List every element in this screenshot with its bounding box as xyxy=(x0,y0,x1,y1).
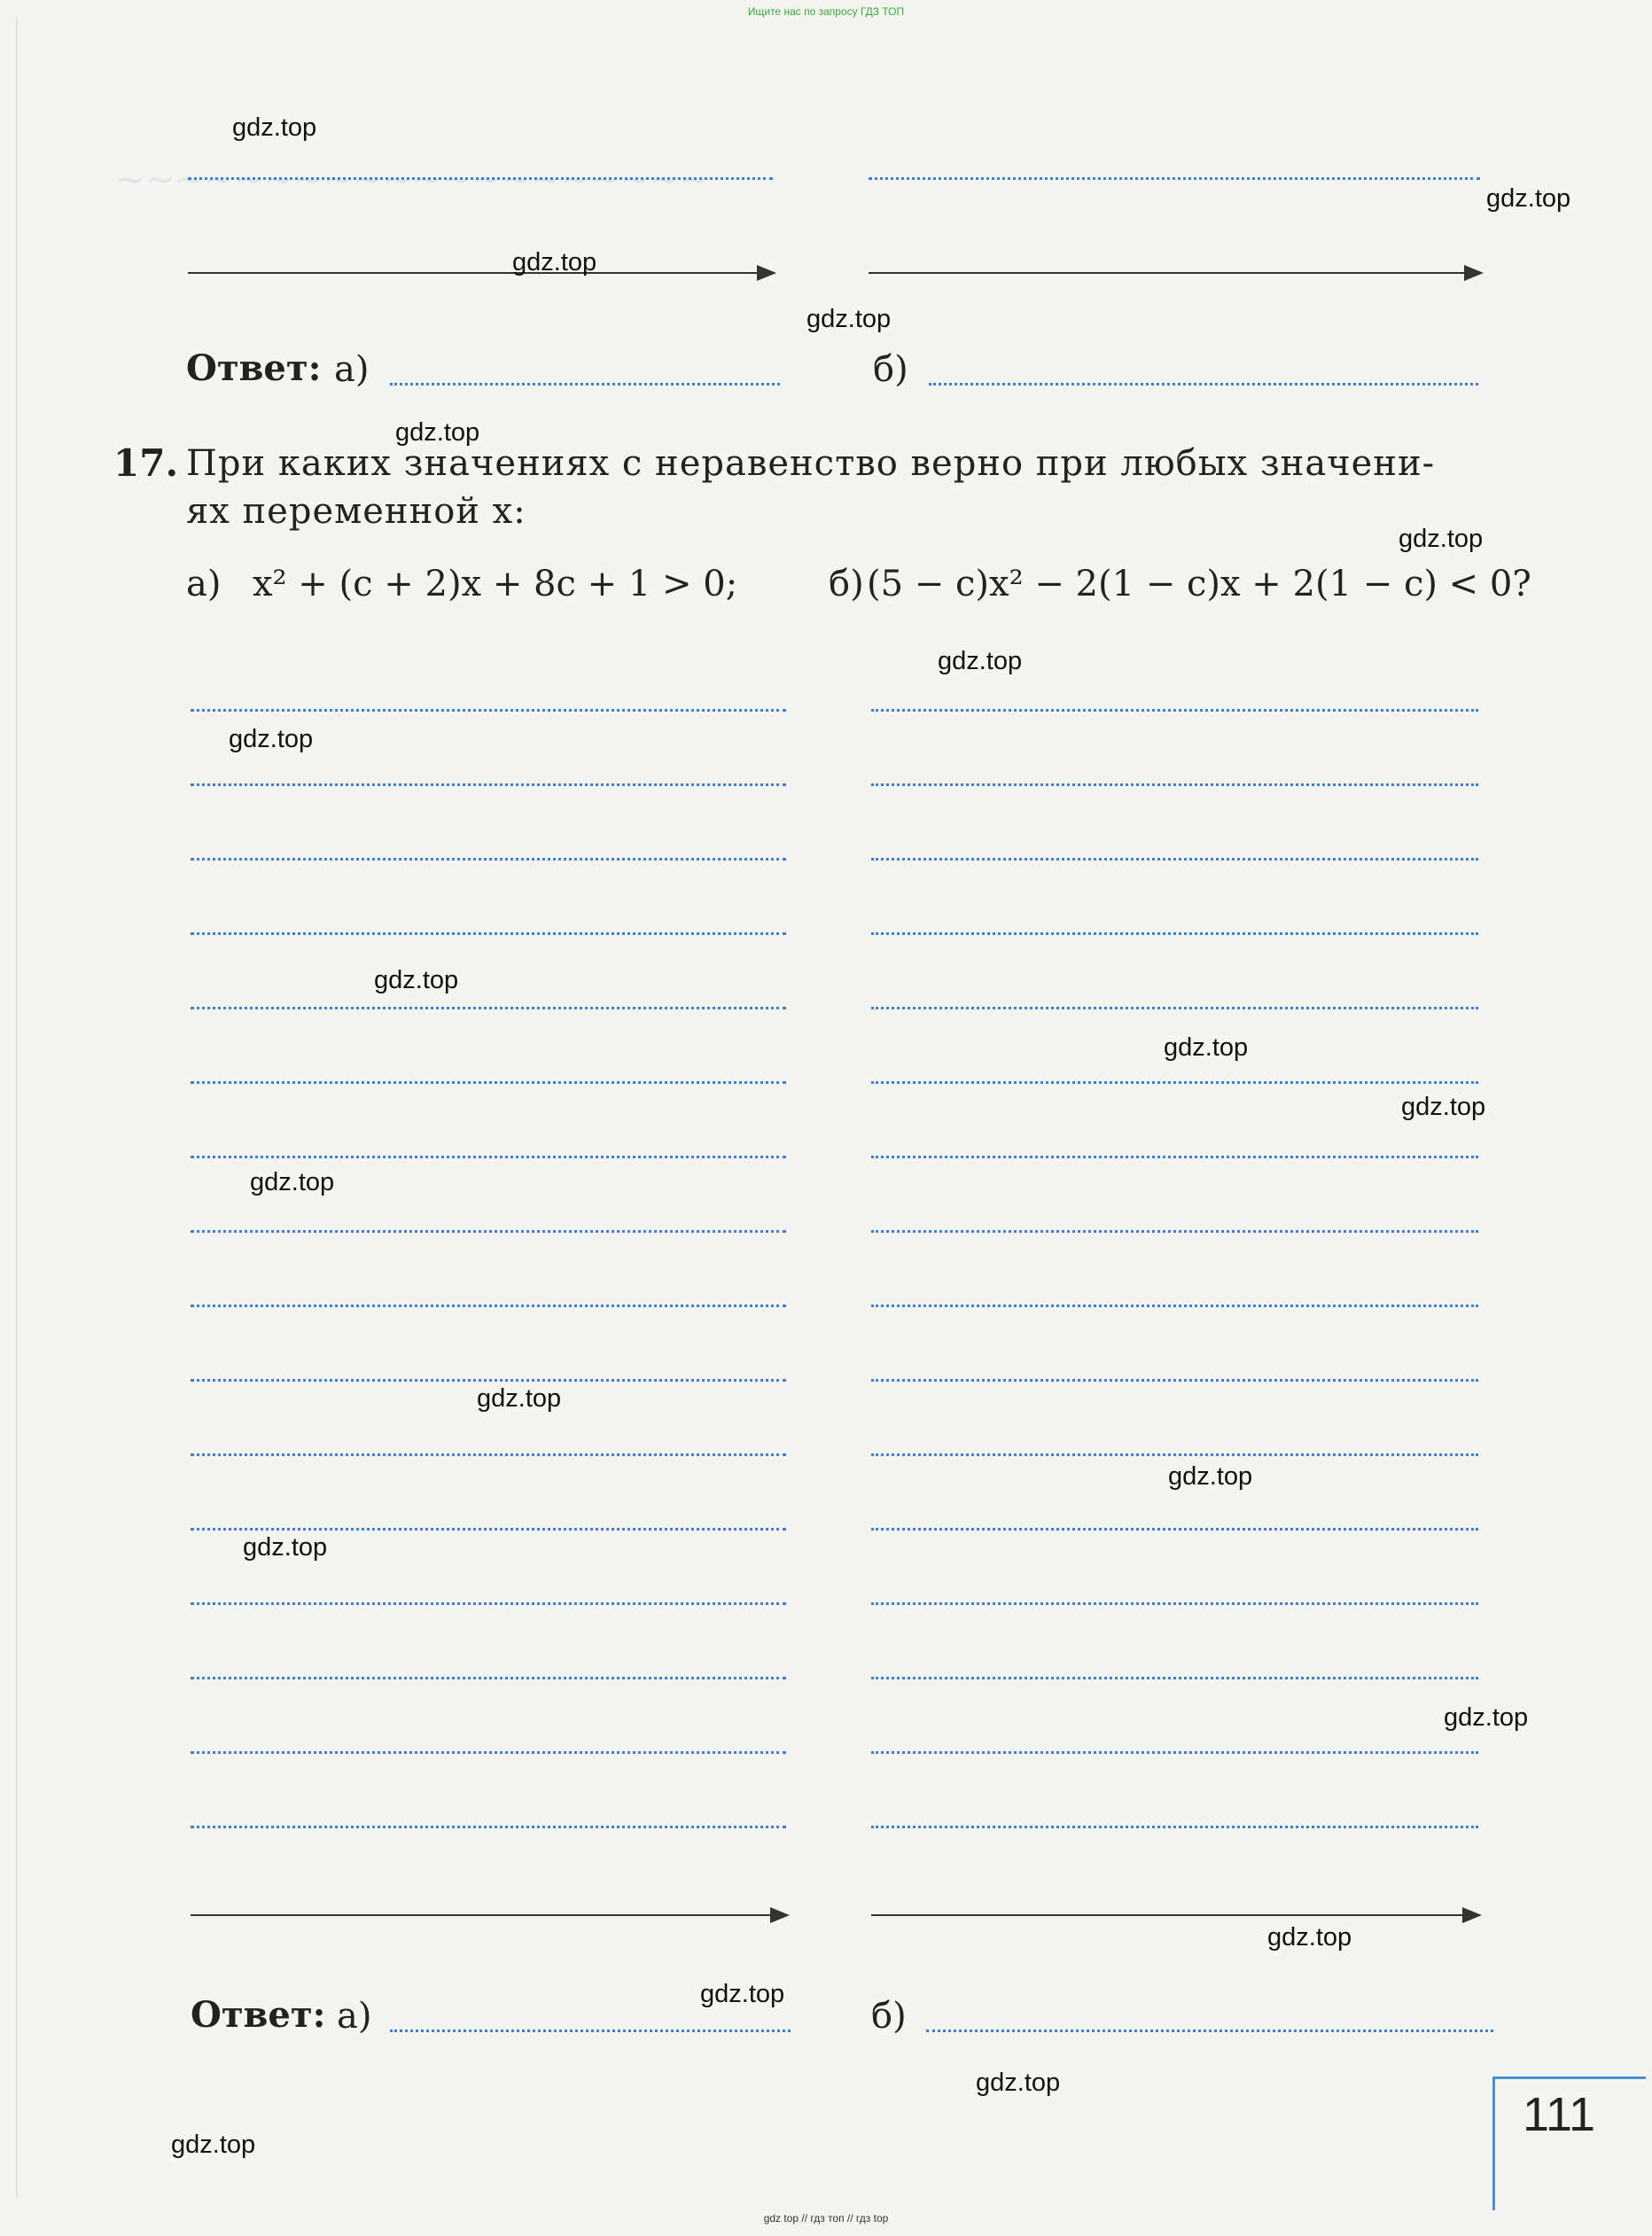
work-line-left[interactable] xyxy=(191,1602,786,1605)
work-line-right[interactable] xyxy=(871,1305,1478,1307)
work-line-left[interactable] xyxy=(191,1230,786,1233)
work-line-right[interactable] xyxy=(871,1528,1478,1531)
watermark: gdz.top xyxy=(1401,1093,1486,1121)
answer-line-a[interactable] xyxy=(390,383,780,386)
work-line-right[interactable] xyxy=(871,858,1478,861)
axis-arrow xyxy=(869,272,1480,274)
axis-arrow xyxy=(188,272,773,274)
bottom-banner: gdz top // гдз топ // гдз top xyxy=(763,2212,889,2224)
page-edge xyxy=(16,18,18,2198)
watermark: gdz.top xyxy=(250,1168,335,1196)
watermark: gdz.top xyxy=(1164,1033,1249,1062)
work-line-left[interactable] xyxy=(191,1156,786,1158)
task-number: 17. xyxy=(113,441,179,485)
answer-part-b-label: б) xyxy=(871,1996,907,2037)
top-banner: Ищите нас по запросу ГДЗ ТОП xyxy=(747,5,905,18)
work-line-right[interactable] xyxy=(871,1751,1478,1754)
watermark: gdz.top xyxy=(477,1384,562,1413)
answer-line-b[interactable] xyxy=(926,2030,1493,2032)
watermark: gdz.top xyxy=(512,248,597,277)
number-line-arrow-a xyxy=(191,1914,786,1916)
work-line-left[interactable] xyxy=(191,783,786,786)
answer-label: Ответ: xyxy=(191,1994,326,2036)
answer-label: Ответ: xyxy=(186,347,322,389)
work-line-right[interactable] xyxy=(871,1081,1478,1084)
work-line-left[interactable] xyxy=(191,1677,786,1679)
work-line-right[interactable] xyxy=(871,932,1478,935)
watermark: gdz.top xyxy=(229,725,314,753)
answer-line-b[interactable] xyxy=(929,383,1478,386)
work-line-left[interactable] xyxy=(191,1528,786,1531)
watermark: gdz.top xyxy=(171,2131,256,2159)
watermark: gdz.top xyxy=(1399,525,1484,553)
work-line-left[interactable] xyxy=(191,1305,786,1307)
dotted-line xyxy=(188,177,773,180)
watermark: gdz.top xyxy=(807,305,892,333)
formula-a: x² + (c + 2)x + 8c + 1 > 0; xyxy=(253,564,738,604)
work-line-right[interactable] xyxy=(871,1156,1478,1158)
work-line-left[interactable] xyxy=(191,1007,786,1009)
watermark: gdz.top xyxy=(1444,1703,1529,1732)
watermark: gdz.top xyxy=(374,966,459,994)
answer-part-a-label: а) xyxy=(337,1996,372,2037)
work-line-left[interactable] xyxy=(191,709,786,712)
number-line-arrow-b xyxy=(871,1914,1478,1916)
work-line-right[interactable] xyxy=(871,1379,1478,1382)
work-line-left[interactable] xyxy=(191,1453,786,1456)
page-number: 111 xyxy=(1523,2088,1596,2141)
watermark: gdz.top xyxy=(1168,1462,1253,1491)
watermark: gdz.top xyxy=(976,2068,1061,2097)
dotted-line xyxy=(869,177,1480,180)
watermark: gdz.top xyxy=(1267,1923,1352,1952)
work-line-right[interactable] xyxy=(871,1677,1478,1679)
work-line-left[interactable] xyxy=(191,932,786,935)
work-line-right[interactable] xyxy=(871,1602,1478,1605)
work-line-right[interactable] xyxy=(871,709,1478,712)
work-line-right[interactable] xyxy=(871,1230,1478,1233)
watermark: gdz.top xyxy=(938,647,1023,675)
task-text-line-2: ях переменной x: xyxy=(186,491,526,532)
answer-part-a-label: а) xyxy=(334,349,370,390)
formula-b-label: б) xyxy=(829,564,864,604)
work-line-right[interactable] xyxy=(871,1007,1478,1009)
work-line-left[interactable] xyxy=(191,1826,786,1828)
watermark: gdz.top xyxy=(232,113,317,142)
task-text-line-1: При каких значениях c неравенство верно при любых значени- xyxy=(186,443,1436,484)
watermark: gdz.top xyxy=(243,1533,328,1562)
watermark: gdz.top xyxy=(395,418,480,447)
watermark: gdz.top xyxy=(1486,184,1571,213)
work-line-left[interactable] xyxy=(191,1379,786,1382)
work-line-left[interactable] xyxy=(191,1081,786,1084)
formula-a-label: а) xyxy=(186,564,222,604)
work-line-right[interactable] xyxy=(871,783,1478,786)
answer-part-b-label: б) xyxy=(873,349,908,390)
work-line-left[interactable] xyxy=(191,1751,786,1754)
work-line-right[interactable] xyxy=(871,1453,1478,1456)
watermark: gdz.top xyxy=(700,1980,785,2008)
bleed-through-text: ~~~~~~~~~~~~~~~~~~~~ xyxy=(115,160,710,200)
formula-b: (5 − c)x² − 2(1 − c)x + 2(1 − c) < 0? xyxy=(867,564,1531,604)
work-line-right[interactable] xyxy=(871,1826,1478,1828)
answer-line-a[interactable] xyxy=(390,2030,791,2032)
work-line-left[interactable] xyxy=(191,858,786,861)
